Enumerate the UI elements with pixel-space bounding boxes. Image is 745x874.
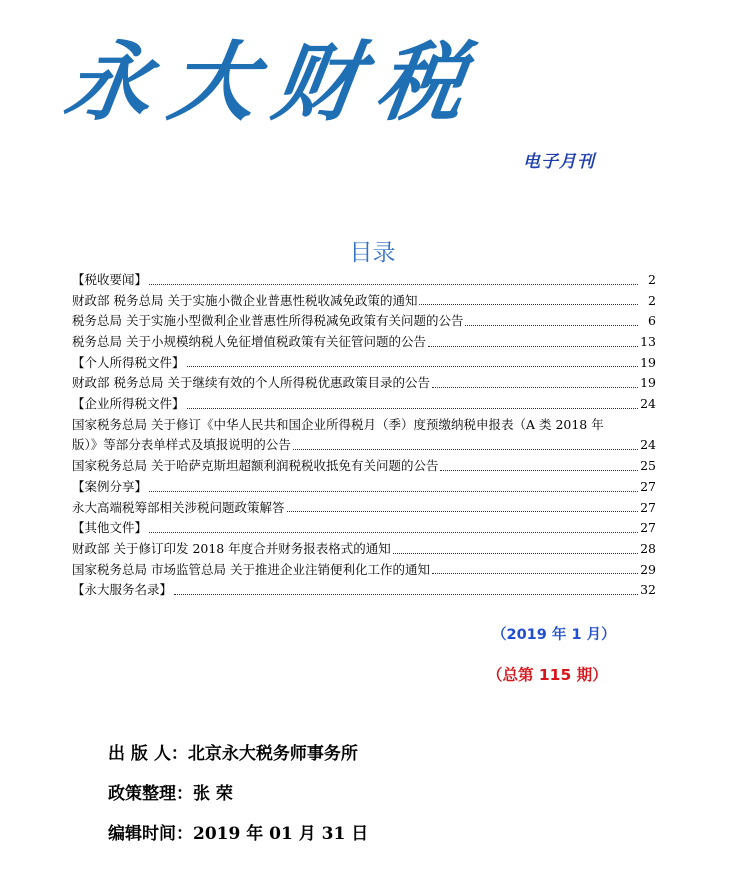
- toc-entry[interactable]: [72, 332, 656, 353]
- toc-entry-text: 税务总局 关于小规模纳税人免征增值税政策有关征管问题的公告: [72, 334, 426, 350]
- toc-entry-text: 【永大服务名录】: [72, 582, 173, 598]
- toc-entry-text: 财政部 关于修订印发 2018 年度合并财务报表格式的通知: [72, 540, 391, 556]
- toc-leader-dots: [465, 325, 638, 326]
- toc-leader-dots: [149, 532, 638, 533]
- issue-number: （总第 115 期）: [487, 666, 608, 684]
- toc-entry-text: 财政部 税务总局 关于继续有效的个人所得税优惠政策目录的公告: [72, 375, 430, 391]
- toc-leader-dots: [432, 387, 638, 388]
- colophon-editor: [108, 779, 233, 804]
- toc-entry-section-iit[interactable]: [72, 353, 656, 374]
- toc-entry-section-tax-news[interactable]: [72, 270, 656, 291]
- toc-entry-page: 6: [648, 313, 656, 329]
- toc-leader-dots: [293, 449, 638, 450]
- toc-leader-dots: [149, 284, 638, 285]
- colophon-edit-time: [108, 819, 368, 844]
- publisher-label: 出 版 人：: [108, 744, 188, 764]
- toc-heading: 目录: [349, 240, 396, 266]
- toc-entry-text-line2: 版）》等部分表单样式及填报说明的公告: [72, 437, 291, 453]
- toc-entry-section-cases[interactable]: [72, 477, 656, 498]
- toc-entry-page: 32: [640, 582, 656, 598]
- toc-leader-dots: [432, 573, 638, 574]
- toc-entry-text: 国家税务总局 关于哈萨克斯坦超额利润税税收抵免有关问题的公告: [72, 458, 439, 474]
- toc-entry-text: 财政部 税务总局 关于实施小微企业普惠性税收减免政策的通知: [72, 292, 418, 308]
- toc-entry[interactable]: [72, 498, 656, 519]
- toc-entry-text: 【个人所得税文件】: [72, 354, 185, 370]
- toc-entry-section-services[interactable]: [72, 580, 656, 601]
- toc-entry[interactable]: [72, 373, 656, 394]
- toc-entry-page: 2: [648, 292, 656, 308]
- toc-entry-text: 【其他文件】: [72, 520, 148, 536]
- publisher-value: 北京永大税务师事务所: [187, 744, 358, 764]
- editor-value: 张 荣: [193, 784, 233, 804]
- toc-leader-dots: [428, 346, 638, 347]
- masthead-title: 永大财税: [58, 33, 490, 133]
- toc-entry-page: 28: [640, 540, 656, 556]
- toc-entry-text: 国家税务总局 市场监管总局 关于推进企业注销便利化工作的通知: [72, 561, 430, 577]
- toc-entry-text: 税务总局 关于实施小型微利企业普惠性所得税减免政策有关问题的公告: [72, 313, 464, 329]
- toc-leader-dots: [187, 366, 638, 367]
- toc-entry-page: 27: [640, 499, 656, 515]
- toc-entry-text-line1: 国家税务总局 关于修订《中华人民共和国企业所得税月（季）度预缴纳税申报表（A 类 2018 年: [72, 416, 604, 432]
- toc-entry-text: 【案例分享】: [72, 478, 148, 494]
- toc-leader-dots: [187, 408, 638, 409]
- toc-entry[interactable]: [72, 560, 656, 581]
- toc-entry-text: 【税收要闻】: [72, 271, 148, 287]
- toc-entry-page: 19: [640, 354, 656, 370]
- toc-entry-page: 19: [640, 375, 656, 391]
- toc-entry[interactable]: [72, 415, 656, 456]
- editor-label: 政策整理：: [108, 784, 193, 804]
- edit-time-value: 2019 年 01 月 31 日: [193, 824, 369, 844]
- colophon-publisher: [108, 739, 358, 764]
- toc-entry[interactable]: [72, 456, 656, 477]
- edit-time-label: 编辑时间：: [108, 824, 193, 844]
- toc-entry-page: 2: [648, 271, 656, 287]
- issue-date: （2019 年 1 月）: [492, 627, 616, 643]
- toc-leader-dots: [287, 511, 638, 512]
- toc-entry-text: 永大高端税筹部相关涉税问题政策解答: [72, 499, 285, 515]
- toc-leader-dots: [419, 304, 638, 305]
- toc-entry-section-other[interactable]: [72, 518, 656, 539]
- toc-entry-page: 27: [640, 520, 656, 536]
- toc-entry-page: 24: [640, 437, 656, 453]
- table-of-contents: [72, 270, 656, 601]
- toc-entry-text: 【企业所得税文件】: [72, 396, 185, 412]
- toc-entry[interactable]: [72, 539, 656, 560]
- toc-entry[interactable]: [72, 291, 656, 312]
- toc-leader-dots: [393, 553, 638, 554]
- masthead-subtitle: 电子月刊: [523, 152, 595, 172]
- toc-entry-page: 13: [640, 334, 656, 350]
- toc-leader-dots: [174, 594, 638, 595]
- toc-entry-page: 25: [640, 458, 656, 474]
- toc-entry-page: 24: [640, 396, 656, 412]
- toc-entry[interactable]: [72, 311, 656, 332]
- toc-entry-section-cit[interactable]: [72, 394, 656, 415]
- toc-leader-dots: [149, 491, 638, 492]
- toc-entry-page: 27: [640, 478, 656, 494]
- toc-leader-dots: [440, 470, 638, 471]
- toc-entry-page: 29: [640, 561, 656, 577]
